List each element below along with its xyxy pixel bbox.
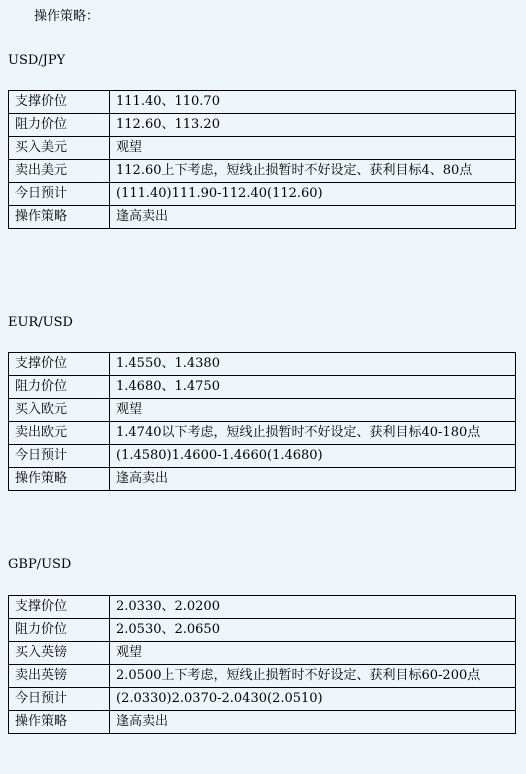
row-value: (2.0330)2.0370-2.0430(2.0510) [110, 688, 516, 711]
row-label: 操作策略 [9, 468, 110, 491]
pair-title-gbpusd: GBP/USD [8, 557, 72, 572]
table-row [9, 206, 516, 229]
row-value: 2.0330、2.0200 [110, 596, 516, 619]
table-row [9, 422, 516, 445]
row-value: 112.60上下考虑，短线止损暂时不好设定、获利目标4、80点 [110, 160, 516, 183]
table-row [9, 114, 516, 137]
row-value: 2.0530、2.0650 [110, 619, 516, 642]
row-label: 支撑价位 [9, 91, 110, 114]
row-value: 1.4680、1.4750 [110, 376, 516, 399]
strategy-table-gbpusd [8, 595, 516, 734]
row-value: 111.40、110.70 [110, 91, 516, 114]
table-row [9, 91, 516, 114]
table-row [9, 183, 516, 206]
table-row [9, 711, 516, 734]
row-label: 支撑价位 [9, 596, 110, 619]
row-value: 逢高卖出 [110, 711, 516, 734]
table-row [9, 596, 516, 619]
row-label: 今日预计 [9, 183, 110, 206]
row-value: (1.4580)1.4600-1.4660(1.4680) [110, 445, 516, 468]
row-label: 阻力价位 [9, 376, 110, 399]
row-value: 2.0500上下考虑，短线止损暂时不好设定、获利目标60-200点 [110, 665, 516, 688]
row-label: 今日预计 [9, 688, 110, 711]
table-row [9, 399, 516, 422]
strategy-table-usdjpy [8, 90, 516, 229]
row-value: 逢高卖出 [110, 206, 516, 229]
row-value: 观望 [110, 399, 516, 422]
row-label: 操作策略 [9, 711, 110, 734]
row-value: 逢高卖出 [110, 468, 516, 491]
row-value: 观望 [110, 137, 516, 160]
pair-title-usdjpy: USD/JPY [8, 53, 66, 68]
row-value: 1.4550、1.4380 [110, 353, 516, 376]
row-label: 买入欧元 [9, 399, 110, 422]
table-row [9, 468, 516, 491]
row-label: 操作策略 [9, 206, 110, 229]
row-label: 阻力价位 [9, 619, 110, 642]
row-label: 支撑价位 [9, 353, 110, 376]
table-row [9, 353, 516, 376]
table-row [9, 665, 516, 688]
row-label: 卖出美元 [9, 160, 110, 183]
row-label: 卖出英镑 [9, 665, 110, 688]
table-row [9, 137, 516, 160]
strategy-table-eurusd [8, 352, 516, 491]
row-label: 买入英镑 [9, 642, 110, 665]
table-row [9, 619, 516, 642]
table-row [9, 445, 516, 468]
table-row [9, 376, 516, 399]
row-label: 阻力价位 [9, 114, 110, 137]
row-value: 112.60、113.20 [110, 114, 516, 137]
row-label: 今日预计 [9, 445, 110, 468]
row-label: 买入美元 [9, 137, 110, 160]
row-value: 1.4740以下考虑，短线止损暂时不好设定、获利目标40-180点 [110, 422, 516, 445]
table-row [9, 642, 516, 665]
table-row [9, 160, 516, 183]
row-value: 观望 [110, 642, 516, 665]
row-label: 卖出欧元 [9, 422, 110, 445]
row-value: (111.40)111.90-112.40(112.60) [110, 183, 516, 206]
table-row [9, 688, 516, 711]
pair-title-eurusd: EUR/USD [8, 315, 73, 330]
page-heading: 操作策略： [34, 9, 100, 24]
